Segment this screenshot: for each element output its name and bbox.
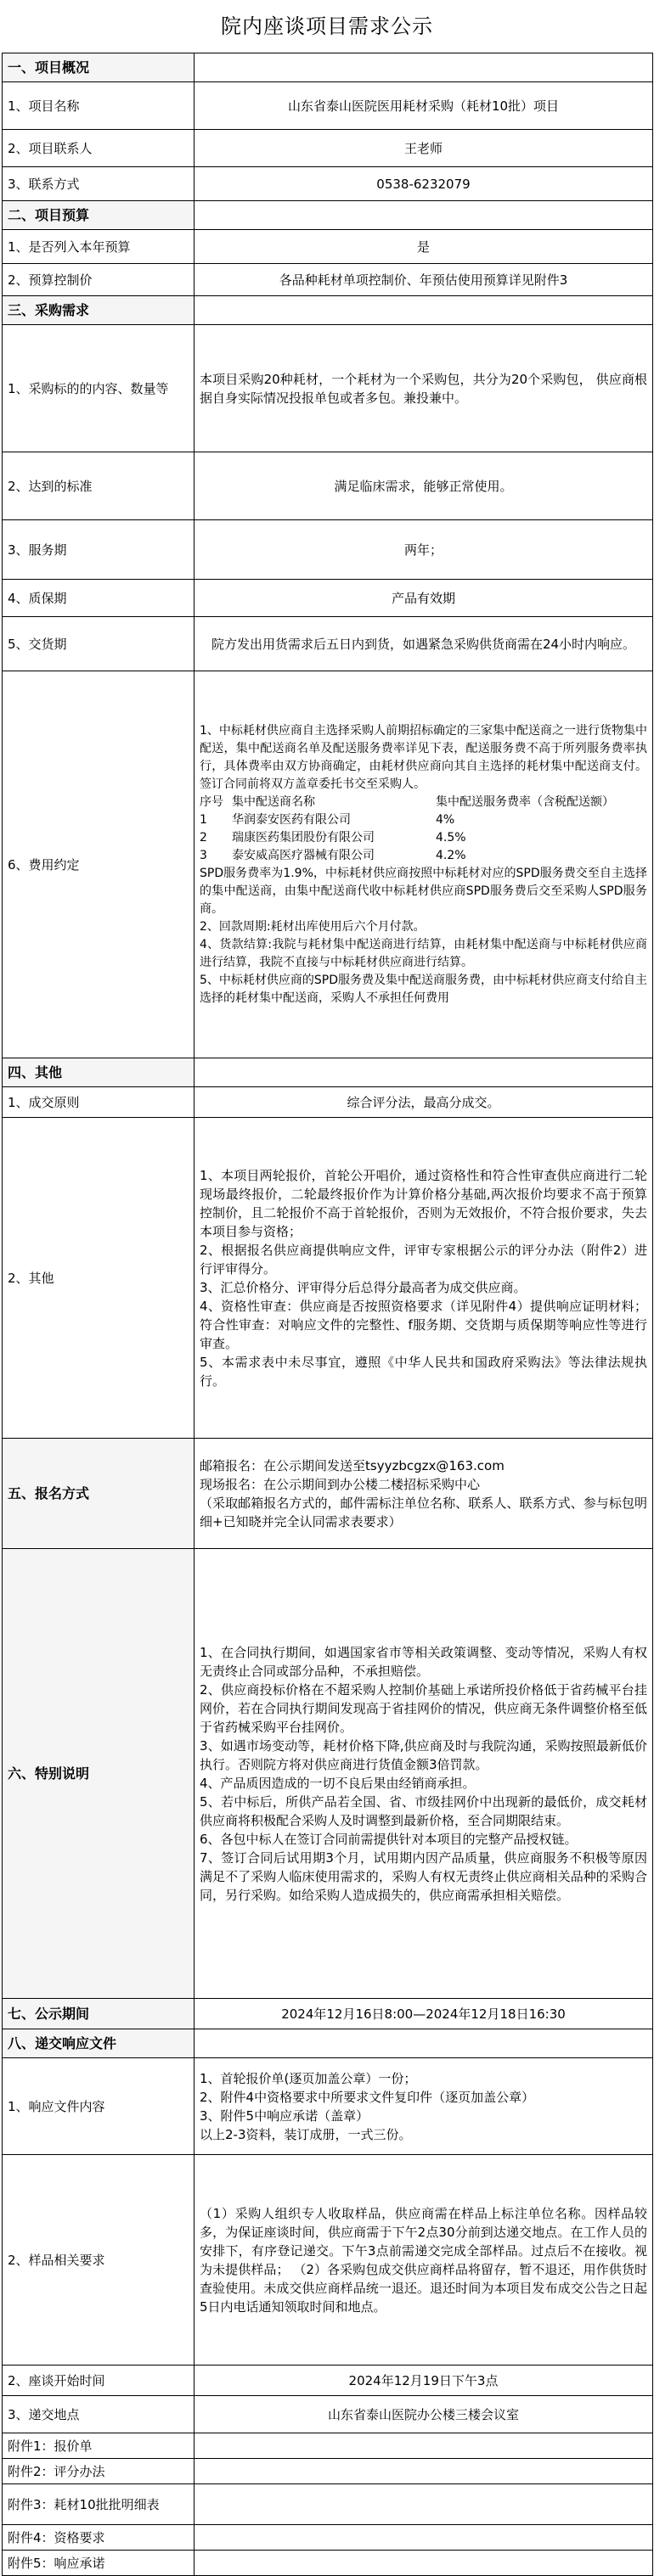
special-paragraph-6: 6、各包中标人在签订合同前需提供针对本项目的完整产品授权链。 [200, 1831, 578, 1847]
fee-paragraph-4: 4、货款结算:我院与耗材集中配送商进行结算，由耗材集中配送商与中标耗材供应商进行结算，我院不直接与中标耗材供应商进行结算。 [200, 937, 647, 969]
content-label: 1、采购标的的内容、数量等 [3, 325, 195, 452]
section-budget-row [3, 201, 653, 230]
section-other-heading: 四、其他 [3, 1058, 195, 1087]
fee-header-index: 序号 [200, 794, 223, 809]
fee-label: 6、费用约定 [3, 671, 195, 1058]
attachment-3: 附件3：耗材10批批明细表 [3, 2484, 195, 2525]
other-paragraph-1: 1、本项目两轮报价，首轮公开唱价，通过资格性和符合性审查供应商进行二轮现场最终报价，二轮最终报价作为计算价格分基础,两次报价均要求不高于预算控制价，且二轮报价不高于首轮报价，否则为无效报价，不符合报价要求，失去本项目参与资格； [200, 1167, 647, 1239]
section-budget-heading: 二、项目预算 [3, 201, 195, 230]
control-price-value: 各品种耗材单项控制价、年预估使用预算详见附件3 [195, 264, 653, 296]
other-value [195, 1118, 653, 1439]
sample-value: （1）采购人组织专人收取样品，供应商需在样品上标注单位名称。因样品较多，为保证座谈时间，供应商需于下午2点30分前到达递交地点。在工作人员的安排下，有序登记递交。下午3点前需递交完成全部样品。过点后不在接收。视为未提供样品； （2）各采购包成交供应商样品将留存，暂不退还，用作供货时查验使用。未成交供应商样品统一退还。退还时间为本项目发布成交公告之日起5日内电话通知领取时间和地点。 [195, 2155, 653, 2366]
submission-place-label: 3、递交地点 [3, 2396, 195, 2433]
section-overview-heading: 一、项目概况 [3, 53, 195, 82]
document-content-value [195, 2058, 653, 2155]
delivery-value: 院方发出用货需求后五日内到货，如遇紧急采购供货商需在24小时内响应。 [195, 617, 653, 671]
project-name-label: 1、项目名称 [3, 82, 195, 130]
table-row [3, 1087, 653, 1118]
principle-value: 综合评分法，最高分成交。 [195, 1087, 653, 1118]
special-paragraph-2: 2、供应商投标价格在不超采购人控制价基础上承诺所投价格低于省药械平台挂网价，若在合同执行期间发现高于省挂网价的情况，供应商无条件调整价格至低于省药械采购平台挂网价。 [200, 1681, 647, 1735]
budget-included-value: 是 [195, 230, 653, 264]
section-publicity-row [3, 1999, 653, 2029]
section-registration-row [3, 1439, 653, 1549]
sample-label: 2、样品相关要求 [3, 2155, 195, 2366]
attachment-1: 附件1：报价单 [3, 2433, 195, 2459]
document-item-4: 以上2-3资料，装订成册，一式三份。 [200, 2126, 412, 2142]
fee-value [195, 671, 653, 1058]
special-paragraph-4: 4、产品质因造成的一切不良后果由经销商承担。 [200, 1775, 476, 1791]
special-paragraph-1: 1、在合同执行期间，如遇国家省市等相关政策调整、变动等情况，采购人有权无责终止合同或部分品种，不承担赔偿。 [200, 1644, 647, 1679]
fee-row-index: 2 [200, 830, 207, 845]
requirements-table [2, 53, 653, 2576]
fee-table-row [200, 811, 647, 829]
other-paragraph-4: 4、资格性审查：供应商是否按照资格要求（详见附件4）提供响应证明材料；符合性审查：对响应文件的完整性、f服务期、交货期与质保期等响应性等进行审查。 [200, 1298, 647, 1351]
special-value [195, 1549, 653, 1999]
section-submission-heading: 八、递交响应文件 [3, 2029, 195, 2058]
document-content-label: 1、响应文件内容 [3, 2058, 195, 2155]
service-period-value: 两年； [195, 520, 653, 580]
attachment-5: 附件5：响应承诺 [3, 2551, 195, 2576]
fee-row-name: 泰安威高医疗器械有限公司 [232, 848, 375, 862]
document-item-1: 1、首轮报价单(逐页加盖公章）一份； [200, 2070, 417, 2086]
attachment-row [3, 2433, 653, 2459]
registration-onsite: 现场报名：在公示期间到办公楼二楼招标采购中心 [200, 1476, 481, 1492]
table-row [3, 230, 653, 264]
table-row [3, 2396, 653, 2433]
submission-place-value: 山东省泰山医院办公楼三楼会议室 [195, 2396, 653, 2433]
attachment-row [3, 2551, 653, 2576]
fee-paragraph-5: 5、中标耗材供应商的SPD服务费及集中配送商服务费，由中标耗材供应商支付给自主选择的耗材集中配送商，采购人不承担任何费用 [200, 973, 648, 1005]
fee-table-row [200, 829, 647, 847]
attachment-4: 附件4：资格要求 [3, 2525, 195, 2551]
section-other-row [3, 1058, 653, 1087]
table-row [3, 671, 653, 1058]
section-demand-heading: 三、采购需求 [3, 296, 195, 325]
publicity-value: 2024年12月16日8:00—2024年12月18日16:30 [195, 1999, 653, 2029]
warranty-label: 4、质保期 [3, 580, 195, 617]
fee-row-rate: 4.2% [436, 848, 466, 862]
phone-label: 3、联系方式 [3, 167, 195, 201]
table-row [3, 520, 653, 580]
fee-row-index: 3 [200, 848, 207, 862]
special-paragraph-3: 3、如遇市场变动等，耗材价格下降,供应商及时与我院沟通，采购按照最新低价执行。否则院方将对供应商进行货值金额3倍罚款。 [200, 1737, 647, 1772]
section-special-row [3, 1549, 653, 1999]
section-overview-row [3, 53, 653, 82]
special-paragraph-5: 5、若中标后，所供产品若全国、省、市级挂网价中出现新的最低价，成交耗材供应商将积极配合采购人及时调整到最新价格，至合同期限结束。 [200, 1793, 647, 1828]
fee-paragraph-2: SPD服务费率为1.9%，中标耗材供应商按照中标耗材对应的SPD服务费交至自主选择的集中配送商，由集中配送商代收中标耗材供应商SPD服务费后交至采购人SPD服务商。 [200, 866, 647, 916]
contact-label: 2、项目联系人 [3, 130, 195, 167]
table-row [3, 2366, 653, 2396]
warranty-value: 产品有效期 [195, 580, 653, 617]
fee-paragraph-1: 1、中标耗材供应商自主选择采购人前期招标确定的三家集中配送商之一进行货物集中配送，集中配送商名单及配送服务费率详见下表，配送服务费不高于所列服务费率执行，具体费率由双方协商确定，由耗材供应商向其自主选择的耗材集中配送商支付。签订合同前将双方盖章委托书交至采购人。 [200, 723, 647, 791]
fee-header-name: 集中配送商名称 [232, 794, 315, 809]
other-paragraph-3: 3、汇总价格分、评审得分后总得分最高者为成交供应商。 [200, 1279, 527, 1295]
service-period-label: 3、服务期 [3, 520, 195, 580]
page-title: 院内座谈项目需求公示 [221, 14, 433, 38]
table-row [3, 2155, 653, 2366]
fee-row-rate: 4% [436, 812, 455, 827]
table-row [3, 167, 653, 201]
fee-row-name: 华润泰安医药有限公司 [232, 812, 351, 827]
attachment-row [3, 2484, 653, 2525]
fee-row-rate: 4.5% [436, 830, 466, 845]
section-special-heading: 六、特别说明 [3, 1549, 195, 1999]
contact-value: 王老师 [195, 130, 653, 167]
registration-value [195, 1439, 653, 1549]
other-paragraph-2: 2、根据报名供应商提供响应文件，评审专家根据公示的评分办法（附件2）进行评审得分。 [200, 1242, 647, 1277]
other-label: 2、其他 [3, 1118, 195, 1439]
attachment-2: 附件2：评分办法 [3, 2459, 195, 2484]
content-value: 本项目采购20种耗材，一个耗材为一个采购包，共分为20个采购包， 供应商根据自身实际情况投报单包或者多包。兼投兼中。 [195, 325, 653, 452]
table-row [3, 264, 653, 296]
table-row [3, 325, 653, 452]
special-paragraph-7: 7、签订合同后试用期3个月，试用期内因产品质量，供应商服务不积极等原因满足不了采购人临床使用需求的，采购人有权无责终止供应商相关品种的采购合同，另行采购。如给采购人造成损失的，供应商需承担相关赔偿。 [200, 1849, 647, 1903]
table-row [3, 130, 653, 167]
fee-row-name: 瑞康医药集团股份有限公司 [232, 830, 375, 845]
standard-value: 满足临床需求，能够正常使用。 [195, 452, 653, 520]
fee-table-row [200, 847, 647, 865]
registration-email: 邮箱报名：在公示期间发送至tsyyzbcgzx@163.com [200, 1457, 505, 1473]
table-row [3, 452, 653, 520]
other-paragraph-5: 5、本需求表中未尽事宜，遵照《中华人民共和国政府采购法》等法律法规执行。 [200, 1354, 647, 1389]
document-item-2: 2、附件4中资格要求中所要求文件复印件（逐页加盖公章） [200, 2089, 535, 2105]
fee-header-rate: 集中配送服务费率（含税配送额） [436, 794, 614, 809]
fee-paragraph-3: 2、回款周期:耗材出库使用后六个月付款。 [200, 919, 426, 934]
fee-row-index: 1 [200, 812, 207, 827]
section-demand-row [3, 296, 653, 325]
table-row [3, 82, 653, 130]
principle-label: 1、成交原则 [3, 1087, 195, 1118]
section-publicity-heading: 七、公示期间 [3, 1999, 195, 2029]
attachment-row [3, 2525, 653, 2551]
table-row [3, 580, 653, 617]
table-row [3, 1118, 653, 1439]
table-row [3, 2058, 653, 2155]
document-item-3: 3、附件5中响应承诺（盖章） [200, 2107, 369, 2124]
table-row [3, 617, 653, 671]
standard-label: 2、达到的标准 [3, 452, 195, 520]
registration-note: （采取邮箱报名方式的，邮件需标注单位名称、联系人、联系方式、参与标包明细+已知晓并完全认同需求表要求） [200, 1495, 647, 1529]
project-name-value: 山东省泰山医院医用耗材采购（耗材10批）项目 [195, 82, 653, 130]
phone-value: 0538-6232079 [195, 167, 653, 201]
start-time-value: 2024年12月19日下午3点 [195, 2366, 653, 2396]
attachment-row [3, 2459, 653, 2484]
section-registration-heading: 五、报名方式 [3, 1439, 195, 1549]
budget-included-label: 1、是否列入本年预算 [3, 230, 195, 264]
section-submission-row [3, 2029, 653, 2058]
start-time-label: 2、座谈开始时间 [3, 2366, 195, 2396]
control-price-label: 2、预算控制价 [3, 264, 195, 296]
fee-table-header [200, 794, 647, 811]
delivery-label: 5、交货期 [3, 617, 195, 671]
